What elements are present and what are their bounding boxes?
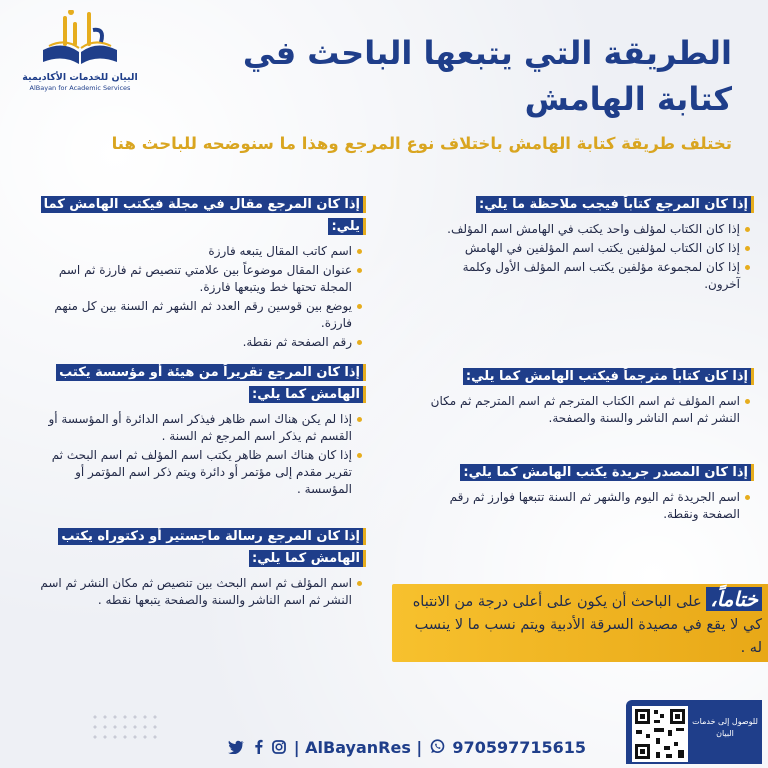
closing-text <box>402 588 762 660</box>
section-article-list <box>26 243 366 351</box>
footer-handle: AlBayanRes <box>305 738 411 757</box>
brand-logo <box>10 10 150 118</box>
closing-box <box>392 584 768 662</box>
list-item: اسم الجريدة ثم اليوم والشهر ثم السنة تتبعها فوارز ثم رقم الصفحة ونقطة. <box>424 489 740 523</box>
book-logo-icon <box>35 10 125 72</box>
section-translated-list <box>424 393 754 427</box>
footer-phone: 970597715615 <box>452 738 587 757</box>
brand-english-name: AlBayan for Academic Services <box>29 84 131 92</box>
closing-word: ختاماً، <box>706 587 762 611</box>
qr-code[interactable] <box>632 706 688 762</box>
qr-code-icon <box>632 706 688 762</box>
section-thesis-list <box>26 575 366 609</box>
section-article-header: إذا كان المرجع مقال في مجلة فيكتب الهامش كما يلي: <box>41 196 366 235</box>
page-title: الطريقة التي يتبعها الباحث في كتابة الهامش <box>242 34 732 118</box>
list-item: يوضع بين قوسين رقم العدد ثم الشهر ثم السنة بين كل منهم فارزة. <box>26 298 352 332</box>
list-item: عنوان المقال موضوعاً بين علامتي تنصيص ثم فارزة ثم اسم المجلة تحتها خط ويتبعها فارزة. <box>26 262 352 296</box>
list-item: اسم كاتب المقال يتبعه فارزة <box>26 243 352 260</box>
list-item: إذا كان الكتاب لمؤلفين يكتب اسم المؤلفين في الهامش <box>424 240 740 257</box>
list-item: اسم المؤلف ثم اسم البحث بين تنصيص ثم مكان النشر ثم اسم النشر ثم اسم الناشر والسنة والصفحة يتبعها نقطه . <box>26 575 352 609</box>
section-book <box>424 194 754 295</box>
list-item: إذا لم يكن هناك اسم ظاهر فيذكر اسم الدائرة أو المؤسسة أو القسم ثم يذكر اسم المرجع ثم السنة . <box>26 411 352 445</box>
footer-contact: | AlBayanRes | 970597715615 <box>226 738 586 760</box>
section-thesis-header: إذا كان المرجع رسالة ماجستير أو دكتوراه يكتب الهامش كما يلي: <box>58 528 366 567</box>
section-article <box>26 194 366 353</box>
section-report-list <box>26 411 366 498</box>
list-item: اسم المؤلف ثم اسم الكتاب المترجم ثم اسم المترجم ثم مكان النشر ثم اسم الناشر والسنة والصفحة. <box>424 393 740 427</box>
section-thesis <box>26 526 366 611</box>
twitter-icon[interactable] <box>228 739 244 758</box>
list-item: رقم الصفحة ثم نقطة. <box>26 334 352 351</box>
list-item: إذا كان لمجموعة مؤلفين يكتب اسم المؤلف الأول وكلمة آخرون. <box>424 259 740 293</box>
instagram-icon[interactable] <box>272 739 286 758</box>
section-book-list <box>424 221 754 293</box>
section-book-header: إذا كان المرجع كتاباً فيجب ملاحظة ما يلي: <box>476 196 754 213</box>
section-newspaper-list <box>424 489 754 523</box>
section-translated <box>424 366 754 429</box>
list-item: إذا كان هناك اسم ظاهر يكتب اسم المؤلف ثم اسم البحث ثم تقرير مقدم إلى مؤتمر أو دائرة ويتم ذكر اسم المؤتمر أو المؤسسة . <box>26 447 352 498</box>
section-newspaper-header: إذا كان المصدر جريدة يكتب الهامش كما يلي: <box>460 464 754 481</box>
section-report-header: إذا كان المرجع تقريراً من هيئة أو مؤسسة يكتب الهامش كما يلي: <box>56 364 366 403</box>
qr-note: للوصول إلى خدمات البيان <box>692 717 758 738</box>
section-translated-header: إذا كان كتاباً مترجماً فيكتب الهامش كما يلي: <box>463 368 754 385</box>
page-subtitle: تختلف طريقة كتابة الهامش باختلاف نوع المرجع وهذا ما سنوضحه للباحث هنا <box>111 134 732 153</box>
section-report <box>26 362 366 500</box>
decorative-dots <box>90 712 160 742</box>
closing-body: على الباحث أن يكون على أعلى درجة من الانتباه كي لا يقع في مصيدة السرقة الأدبية ويتم نسب ما لا ينسب له . <box>412 594 762 656</box>
whatsapp-icon[interactable] <box>430 739 445 758</box>
facebook-icon[interactable] <box>254 739 263 758</box>
section-newspaper <box>424 462 754 525</box>
brand-arabic-name: البيان للخدمات الأكاديمية <box>22 72 138 83</box>
list-item: إذا كان الكتاب لمؤلف واحد يكتب في الهامش اسم المؤلف. <box>424 221 740 238</box>
